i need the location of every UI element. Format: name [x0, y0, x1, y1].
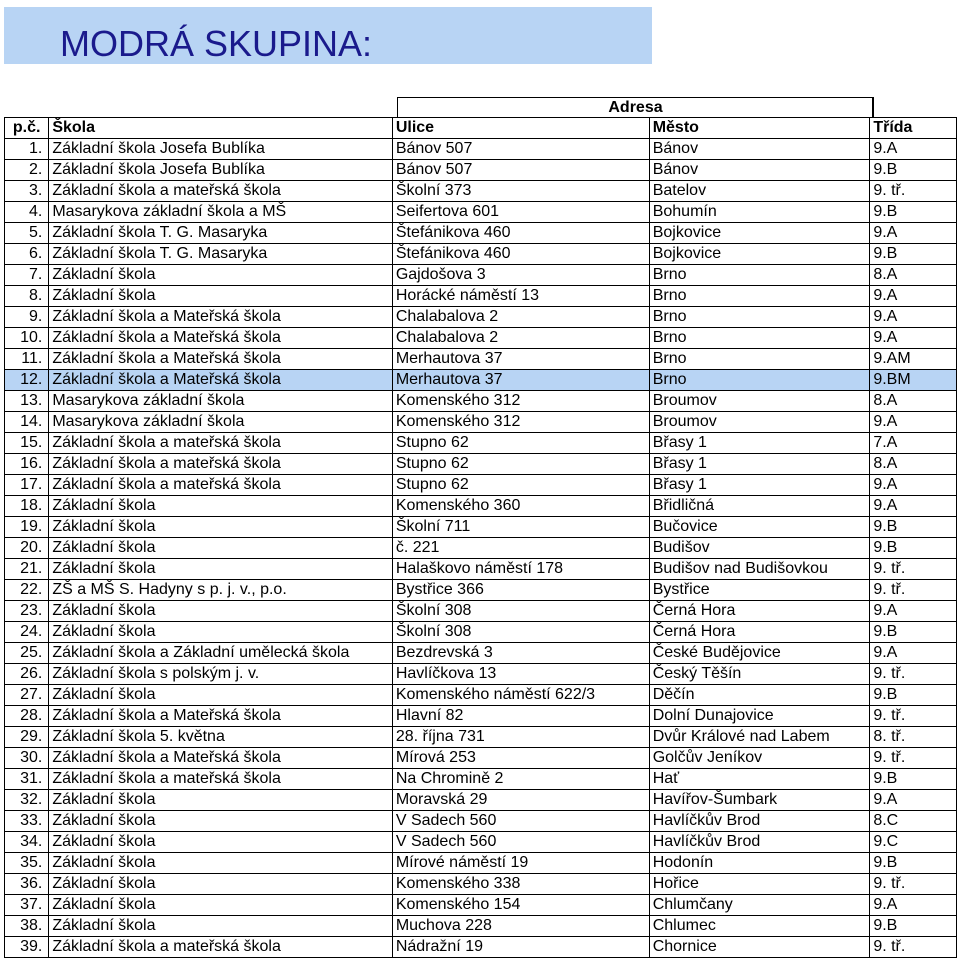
table-row: [5, 769, 957, 790]
cell-school: Základní škola Josefa Bublíka: [49, 139, 393, 160]
cell-class: 9.A: [870, 601, 957, 622]
cell-street: Bánov 507: [392, 160, 649, 181]
cell-street: Školní 308: [392, 622, 649, 643]
school-table: [4, 117, 957, 958]
cell-city: Batelov: [649, 181, 870, 202]
table-row: [5, 853, 957, 874]
cell-class: 8. tř.: [870, 727, 957, 748]
cell-street: Komenského 360: [392, 496, 649, 517]
cell-no: 36.: [5, 874, 49, 895]
table-row: [5, 580, 957, 601]
cell-class: 9.B: [870, 685, 957, 706]
cell-class: 9.A: [870, 790, 957, 811]
table-row: [5, 832, 957, 853]
cell-school: Základní škola T. G. Masaryka: [49, 223, 393, 244]
table-row: [5, 391, 957, 412]
cell-street: Stupno 62: [392, 475, 649, 496]
cell-class: 9.B: [870, 853, 957, 874]
cell-no: 12.: [5, 370, 49, 391]
cell-class: 9.B: [870, 622, 957, 643]
cell-class: 9.B: [870, 769, 957, 790]
cell-no: 35.: [5, 853, 49, 874]
cell-city: Český Těšín: [649, 664, 870, 685]
cell-school: Základní škola: [49, 496, 393, 517]
cell-street: Nádražní 19: [392, 937, 649, 958]
cell-school: Základní škola a mateřská škola: [49, 475, 393, 496]
cell-class: 9.A: [870, 475, 957, 496]
cell-street: Štefánikova 460: [392, 244, 649, 265]
cell-school: Základní škola a mateřská škola: [49, 454, 393, 475]
cell-school: Základní škola: [49, 790, 393, 811]
table-row: [5, 412, 957, 433]
table-row: [5, 874, 957, 895]
table-row: [5, 559, 957, 580]
cell-no: 32.: [5, 790, 49, 811]
cell-street: V Sadech 560: [392, 811, 649, 832]
cell-class: 7.A: [870, 433, 957, 454]
cell-no: 21.: [5, 559, 49, 580]
cell-school: Základní škola T. G. Masaryka: [49, 244, 393, 265]
cell-school: Základní škola: [49, 265, 393, 286]
cell-city: Hať: [649, 769, 870, 790]
cell-street: Merhautova 37: [392, 370, 649, 391]
cell-class: 9.A: [870, 286, 957, 307]
cell-school: Základní škola: [49, 811, 393, 832]
cell-street: Komenského 154: [392, 895, 649, 916]
cell-city: Broumov: [649, 391, 870, 412]
cell-class: 9.B: [870, 202, 957, 223]
cell-city: Bojkovice: [649, 223, 870, 244]
cell-no: 7.: [5, 265, 49, 286]
table-row: [5, 202, 957, 223]
cell-city: Brno: [649, 370, 870, 391]
cell-city: Bojkovice: [649, 244, 870, 265]
cell-class: 9. tř.: [870, 874, 957, 895]
cell-city: Bohumín: [649, 202, 870, 223]
cell-school: Základní škola: [49, 685, 393, 706]
cell-class: 9. tř.: [870, 937, 957, 958]
cell-school: Základní škola: [49, 832, 393, 853]
table-row: [5, 349, 957, 370]
cell-school: Základní škola: [49, 559, 393, 580]
cell-city: Havlíčkův Brod: [649, 811, 870, 832]
cell-class: 9. tř.: [870, 559, 957, 580]
cell-class: 8.A: [870, 265, 957, 286]
cell-school: Základní škola: [49, 517, 393, 538]
table-row: [5, 790, 957, 811]
cell-no: 39.: [5, 937, 49, 958]
cell-city: Břasy 1: [649, 454, 870, 475]
cell-no: 19.: [5, 517, 49, 538]
table-row: [5, 706, 957, 727]
cell-city: Brno: [649, 328, 870, 349]
cell-street: Komenského 338: [392, 874, 649, 895]
cell-class: 9.A: [870, 496, 957, 517]
cell-city: Brno: [649, 349, 870, 370]
cell-no: 2.: [5, 160, 49, 181]
cell-class: 9.A: [870, 139, 957, 160]
cell-no: 8.: [5, 286, 49, 307]
cell-school: Základní škola: [49, 853, 393, 874]
table-row: [5, 265, 957, 286]
cell-city: Brno: [649, 286, 870, 307]
cell-no: 26.: [5, 664, 49, 685]
cell-class: 9. tř.: [870, 181, 957, 202]
cell-no: 27.: [5, 685, 49, 706]
table-row: [5, 160, 957, 181]
cell-no: 22.: [5, 580, 49, 601]
cell-school: Základní škola: [49, 895, 393, 916]
table-row: [5, 727, 957, 748]
cell-no: 15.: [5, 433, 49, 454]
page-title: MODRÁ SKUPINA:: [60, 23, 373, 64]
cell-class: 9.A: [870, 643, 957, 664]
cell-school: Základní škola a mateřská škola: [49, 769, 393, 790]
cell-school: Masarykova základní škola: [49, 412, 393, 433]
cell-street: 28. října 731: [392, 727, 649, 748]
cell-no: 29.: [5, 727, 49, 748]
table-row: [5, 601, 957, 622]
cell-street: Bezdrevská 3: [392, 643, 649, 664]
cell-school: Základní škola a mateřská škola: [49, 181, 393, 202]
cell-city: Černá Hora: [649, 601, 870, 622]
cell-class: 9.B: [870, 517, 957, 538]
cell-class: 9. tř.: [870, 580, 957, 601]
cell-city: Děčín: [649, 685, 870, 706]
cell-street: Horácké náměstí 13: [392, 286, 649, 307]
cell-class: 9.A: [870, 412, 957, 433]
cell-no: 4.: [5, 202, 49, 223]
cell-street: Na Chromině 2: [392, 769, 649, 790]
cell-class: 9.A: [870, 307, 957, 328]
cell-school: Základní škola: [49, 916, 393, 937]
cell-class: 8.A: [870, 391, 957, 412]
cell-class: 9.A: [870, 328, 957, 349]
cell-no: 1.: [5, 139, 49, 160]
header-class: Třída: [870, 118, 957, 139]
cell-no: 16.: [5, 454, 49, 475]
cell-no: 31.: [5, 769, 49, 790]
cell-street: Chalabalova 2: [392, 307, 649, 328]
cell-class: 9. tř.: [870, 748, 957, 769]
cell-no: 34.: [5, 832, 49, 853]
cell-no: 20.: [5, 538, 49, 559]
cell-street: Halaškovo náměstí 178: [392, 559, 649, 580]
cell-no: 23.: [5, 601, 49, 622]
cell-no: 17.: [5, 475, 49, 496]
cell-city: Bučovice: [649, 517, 870, 538]
cell-street: Komenského náměstí 622/3: [392, 685, 649, 706]
cell-no: 18.: [5, 496, 49, 517]
cell-class: 9.BM: [870, 370, 957, 391]
cell-school: Masarykova základní škola a MŠ: [49, 202, 393, 223]
cell-no: 24.: [5, 622, 49, 643]
cell-no: 28.: [5, 706, 49, 727]
cell-class: 9.B: [870, 538, 957, 559]
cell-class: 9.A: [870, 223, 957, 244]
table-row: [5, 811, 957, 832]
cell-no: 13.: [5, 391, 49, 412]
cell-city: Golčův Jeníkov: [649, 748, 870, 769]
cell-class: 9.B: [870, 916, 957, 937]
cell-street: Muchova 228: [392, 916, 649, 937]
cell-street: Školní 711: [392, 517, 649, 538]
cell-street: Školní 308: [392, 601, 649, 622]
cell-city: Brno: [649, 265, 870, 286]
cell-street: Komenského 312: [392, 391, 649, 412]
cell-school: Základní škola a Mateřská škola: [49, 307, 393, 328]
header-no: p.č.: [5, 118, 49, 139]
cell-city: Bánov: [649, 139, 870, 160]
cell-school: Základní škola Josefa Bublíka: [49, 160, 393, 181]
cell-city: Bánov: [649, 160, 870, 181]
cell-city: Chlumčany: [649, 895, 870, 916]
cell-no: 37.: [5, 895, 49, 916]
cell-city: Chlumec: [649, 916, 870, 937]
cell-no: 38.: [5, 916, 49, 937]
cell-school: Základní škola: [49, 601, 393, 622]
cell-no: 11.: [5, 349, 49, 370]
cell-street: Seifertova 601: [392, 202, 649, 223]
cell-street: č. 221: [392, 538, 649, 559]
cell-class: 9. tř.: [870, 664, 957, 685]
cell-class: 9.C: [870, 832, 957, 853]
cell-class: 9.B: [870, 160, 957, 181]
table-row: [5, 538, 957, 559]
cell-school: Základní škola: [49, 286, 393, 307]
table-row: [5, 475, 957, 496]
table-row: [5, 244, 957, 265]
cell-street: Stupno 62: [392, 454, 649, 475]
cell-no: 9.: [5, 307, 49, 328]
table-row: [5, 454, 957, 475]
address-group-label: Adresa: [608, 99, 663, 116]
cell-school: Základní škola: [49, 874, 393, 895]
cell-city: Chornice: [649, 937, 870, 958]
table-row: [5, 895, 957, 916]
cell-street: Merhautova 37: [392, 349, 649, 370]
cell-class: 8.C: [870, 811, 957, 832]
cell-city: Bystřice: [649, 580, 870, 601]
cell-street: Komenského 312: [392, 412, 649, 433]
header-divider: [872, 97, 873, 117]
cell-street: Havlíčkova 13: [392, 664, 649, 685]
cell-street: Štefánikova 460: [392, 223, 649, 244]
cell-city: Břidličná: [649, 496, 870, 517]
cell-city: Budišov: [649, 538, 870, 559]
table-row: [5, 139, 957, 160]
cell-city: Hodonín: [649, 853, 870, 874]
cell-city: České Budějovice: [649, 643, 870, 664]
cell-city: Broumov: [649, 412, 870, 433]
cell-school: Základní škola a Mateřská škola: [49, 370, 393, 391]
cell-city: Dvůr Králové nad Labem: [649, 727, 870, 748]
header-school: Škola: [49, 118, 393, 139]
cell-city: Havlíčkův Brod: [649, 832, 870, 853]
cell-school: ZŠ a MŠ S. Hadyny s p. j. v., p.o.: [49, 580, 393, 601]
header-city: Město: [649, 118, 870, 139]
cell-city: Brno: [649, 307, 870, 328]
table-row: [5, 685, 957, 706]
header-street: Ulice: [392, 118, 649, 139]
cell-street: Bystřice 366: [392, 580, 649, 601]
cell-school: Základní škola a Mateřská škola: [49, 706, 393, 727]
cell-school: Masarykova základní škola: [49, 391, 393, 412]
cell-no: 25.: [5, 643, 49, 664]
cell-no: 6.: [5, 244, 49, 265]
cell-no: 14.: [5, 412, 49, 433]
cell-city: Dolní Dunajovice: [649, 706, 870, 727]
cell-city: Hořice: [649, 874, 870, 895]
table-row: [5, 664, 957, 685]
table-row: [5, 286, 957, 307]
table-row: [5, 307, 957, 328]
cell-no: 5.: [5, 223, 49, 244]
cell-no: 3.: [5, 181, 49, 202]
table-row: [5, 328, 957, 349]
table-row: [5, 517, 957, 538]
table-row: [5, 643, 957, 664]
address-group-header: [397, 97, 874, 118]
cell-class: 9.AM: [870, 349, 957, 370]
table-body: [5, 139, 957, 958]
cell-school: Základní škola: [49, 538, 393, 559]
table-row: [5, 223, 957, 244]
table-row: [5, 181, 957, 202]
cell-street: Školní 373: [392, 181, 649, 202]
table-row: [5, 433, 957, 454]
cell-school: Základní škola a Mateřská škola: [49, 349, 393, 370]
cell-class: 9.B: [870, 244, 957, 265]
cell-city: Budišov nad Budišovkou: [649, 559, 870, 580]
table-row: [5, 622, 957, 643]
cell-school: Základní škola a mateřská škola: [49, 433, 393, 454]
table-row: [5, 916, 957, 937]
cell-street: Bánov 507: [392, 139, 649, 160]
cell-city: Havířov-Šumbark: [649, 790, 870, 811]
cell-city: Břasy 1: [649, 433, 870, 454]
table-row: [5, 496, 957, 517]
cell-street: Chalabalova 2: [392, 328, 649, 349]
cell-city: Břasy 1: [649, 475, 870, 496]
cell-street: Gajdošova 3: [392, 265, 649, 286]
table-row: [5, 937, 957, 958]
cell-street: Mírové náměstí 19: [392, 853, 649, 874]
cell-class: 8.A: [870, 454, 957, 475]
cell-class: 9. tř.: [870, 706, 957, 727]
cell-school: Základní škola s polským j. v.: [49, 664, 393, 685]
cell-street: Stupno 62: [392, 433, 649, 454]
table-row: [5, 748, 957, 769]
cell-school: Základní škola a Mateřská škola: [49, 748, 393, 769]
cell-no: 30.: [5, 748, 49, 769]
cell-street: Moravská 29: [392, 790, 649, 811]
cell-street: Mírová 253: [392, 748, 649, 769]
cell-school: Základní škola a Mateřská škola: [49, 328, 393, 349]
cell-school: Základní škola: [49, 622, 393, 643]
cell-school: Základní škola a mateřská škola: [49, 937, 393, 958]
table-header-row: [5, 118, 957, 139]
cell-no: 33.: [5, 811, 49, 832]
cell-street: Hlavní 82: [392, 706, 649, 727]
cell-school: Základní škola 5. května: [49, 727, 393, 748]
cell-no: 10.: [5, 328, 49, 349]
cell-street: V Sadech 560: [392, 832, 649, 853]
cell-school: Základní škola a Základní umělecká škola: [49, 643, 393, 664]
cell-class: 9.A: [870, 895, 957, 916]
table-row: [5, 370, 957, 391]
cell-city: Černá Hora: [649, 622, 870, 643]
